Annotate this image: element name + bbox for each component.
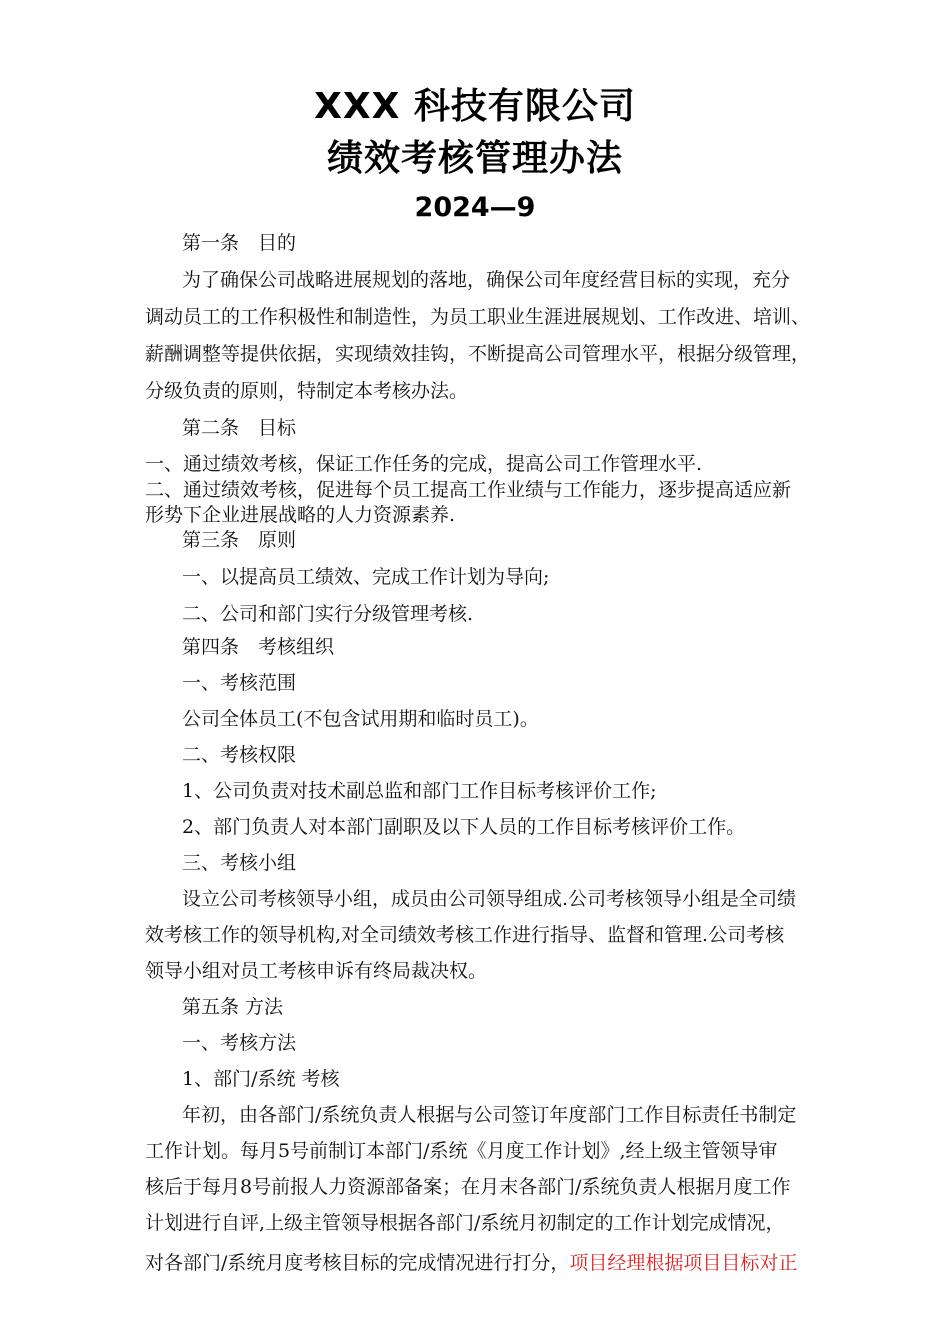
- article-4-section-3: 三、考核小组: [182, 852, 297, 874]
- article-2-item-1: 一、通过绩效考核，保证工作任务的完成，提高公司工作管理水平.: [145, 453, 703, 475]
- article-3-heading: 第三条 原则: [182, 529, 297, 551]
- document-date: 2024—9: [414, 192, 536, 223]
- article-5-section-1-item-1: 1、部门/系统 考核: [182, 1068, 340, 1090]
- article-5-paragraph-line-2: 工作计划。每月5号前制订本部门/系统《月度工作计划》,经上级主管领导审: [145, 1140, 778, 1162]
- article-4-section-3-line-1: 设立公司考核领导小组，成员由公司领导组成.公司考核领导小组是全司绩: [182, 888, 797, 910]
- article-2-item-2-line-1: 二、通过绩效考核，促进每个员工提高工作业绩与工作能力，逐步提高适应新: [145, 479, 792, 501]
- article-4-section-2: 二、考核权限: [182, 744, 297, 766]
- article-4-section-2-item-2: 2、部门负责人对本部门副职及以下人员的工作目标考核评价工作。: [182, 816, 746, 838]
- article-4-section-1-text: 公司全体员工(不包含试用期和临时员工)。: [182, 708, 539, 730]
- article-4-section-3-line-2: 效考核工作的领导机构,对全司绩效考核工作进行指导、监督和管理.公司考核: [145, 924, 785, 946]
- article-5-heading: 第五条 方法: [182, 996, 284, 1018]
- article-1-line-2: 调动员工的工作积极性和制造性，为员工职业生涯进展规划、工作改进、培训、: [145, 306, 811, 328]
- article-2-heading: 第二条 目标: [182, 417, 297, 439]
- article-4-section-1: 一、考核范围: [182, 672, 297, 694]
- article-4-heading: 第四条 考核组织: [182, 636, 335, 658]
- article-5-paragraph-line-3: 核后于每月8号前报人力资源部备案；在月末各部门/系统负责人根据月度工作: [145, 1176, 791, 1198]
- article-5-paragraph-line-1: 年初，由各部门/系统负责人根据与公司签订年度部门工作目标责任书制定: [182, 1104, 797, 1126]
- article-1-line-3: 薪酬调整等提供依据，实现绩效挂钩，不断提高公司管理水平，根据分级管理，: [145, 343, 811, 365]
- company-name: XXX 科技有限公司: [314, 86, 636, 127]
- article-1-heading: 第一条 目的: [182, 232, 297, 254]
- article-5-section-1: 一、考核方法: [182, 1032, 297, 1054]
- document-title: 绩效考核管理办法: [326, 138, 623, 179]
- article-4-section-2-item-1: 1、公司负责对技术副总监和部门工作目标考核评价工作;: [182, 780, 657, 802]
- article-5-paragraph-line-4: 计划进行自评,上级主管领导根据各部门/系统月初制定的工作计划完成情况，: [145, 1212, 785, 1234]
- article-2-item-2-line-2: 形势下企业进展战略的人力资源素养.: [145, 504, 456, 526]
- article-5-paragraph-line-5-text: 对各部门/系统月度考核目标的完成情况进行打分，: [145, 1252, 570, 1274]
- article-1-line-4: 分级负责的原则，特制定本考核办法。: [145, 380, 469, 402]
- article-4-section-3-line-3: 领导小组对员工考核申诉有终局裁决权。: [145, 960, 488, 982]
- article-3-item-2: 二、公司和部门实行分级管理考核.: [182, 603, 474, 625]
- article-1-line-1: 为了确保公司战略进展规划的落地，确保公司年度经营目标的实现，充分: [182, 269, 791, 291]
- highlighted-text: 项目经理根据项目目标对正: [569, 1252, 798, 1274]
- article-5-paragraph-line-5: [145, 1249, 797, 1277]
- article-3-item-1: 一、以提高员工绩效、完成工作计划为导向;: [182, 566, 550, 588]
